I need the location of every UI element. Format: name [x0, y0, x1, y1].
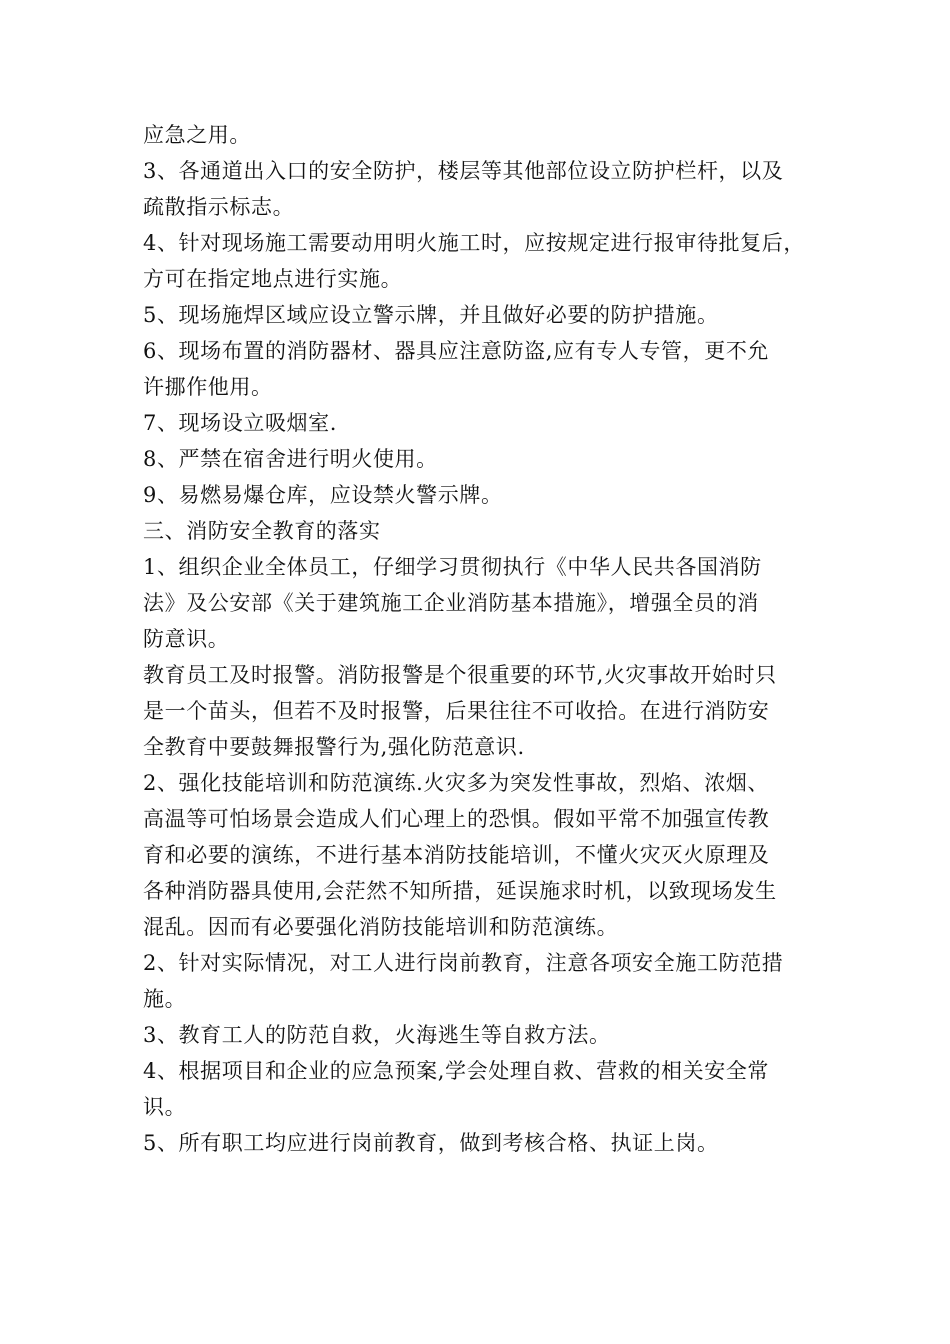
- text-line: 7、现场设立吸烟室.: [143, 411, 338, 435]
- text-line: 育和必要的演练，不进行基本消防技能培训，不懂火灾灭火原理及: [143, 843, 770, 867]
- text-line: 全教育中要鼓舞报警行为,强化防范意识.: [143, 735, 525, 759]
- text-line: 4、根据项目和企业的应急预案,学会处理自救、营救的相关安全常: [143, 1059, 770, 1083]
- text-line: 疏散指示标志。: [143, 195, 295, 219]
- text-line: 2、针对实际情况，对工人进行岗前教育，注意各项安全施工防范措: [143, 951, 784, 975]
- text-line: 2、强化技能培训和防范演练.火灾多为突发性事故，烈焰、浓烟、: [143, 771, 770, 795]
- text-line: 混乱。因而有必要强化消防技能培训和防范演练。: [143, 915, 619, 939]
- text-line: 9、易燃易爆仓库，应设禁火警示牌。: [143, 483, 503, 507]
- text-line: 是一个苗头，但若不及时报警，后果往往不可收拾。在进行消防安: [143, 699, 770, 723]
- text-line: 方可在指定地点进行实施。: [143, 267, 403, 291]
- text-line: 许挪作他用。: [143, 375, 273, 399]
- text-line: 三、消防安全教育的落实: [143, 519, 381, 543]
- text-line: 6、现场布置的消防器材、器具应注意防盗,应有专人专管，更不允: [143, 339, 770, 363]
- text-line: 教育员工及时报警。消防报警是个很重要的环节,火灾事故开始时只: [143, 663, 777, 687]
- text-line: 法》及公安部《关于建筑施工企业消防基本措施》，增强全员的消: [143, 591, 759, 615]
- text-line: 4、针对现场施工需要动用明火施工时，应按规定进行报审待批复后，: [143, 231, 805, 255]
- text-line: 施。: [143, 987, 187, 1011]
- text-line: 8、严禁在宿舍进行明火使用。: [143, 447, 438, 471]
- text-line: 3、各通道出入口的安全防护，楼层等其他部位设立防护栏杆，以及: [143, 159, 784, 183]
- text-line: 1、组织企业全体员工，仔细学习贯彻执行《中华人民共各国消防: [143, 555, 762, 579]
- text-line: 识。: [143, 1095, 187, 1119]
- document-body: [143, 117, 823, 1161]
- text-line: 5、所有职工均应进行岗前教育，做到考核合格、执证上岗。: [143, 1131, 719, 1155]
- text-line: 3、教育工人的防范自救，火海逃生等自救方法。: [143, 1023, 611, 1047]
- text-line: 应急之用。: [143, 123, 251, 147]
- text-line: 高温等可怕场景会造成人们心理上的恐惧。假如平常不加强宣传教: [143, 807, 770, 831]
- text-line: 5、现场施焊区域应设立警示牌，并且做好必要的防护措施。: [143, 303, 719, 327]
- text-line: 各种消防器具使用,会茫然不知所措，延误施求时机，以致现场发生: [143, 879, 777, 903]
- text-line: 防意识。: [143, 627, 230, 651]
